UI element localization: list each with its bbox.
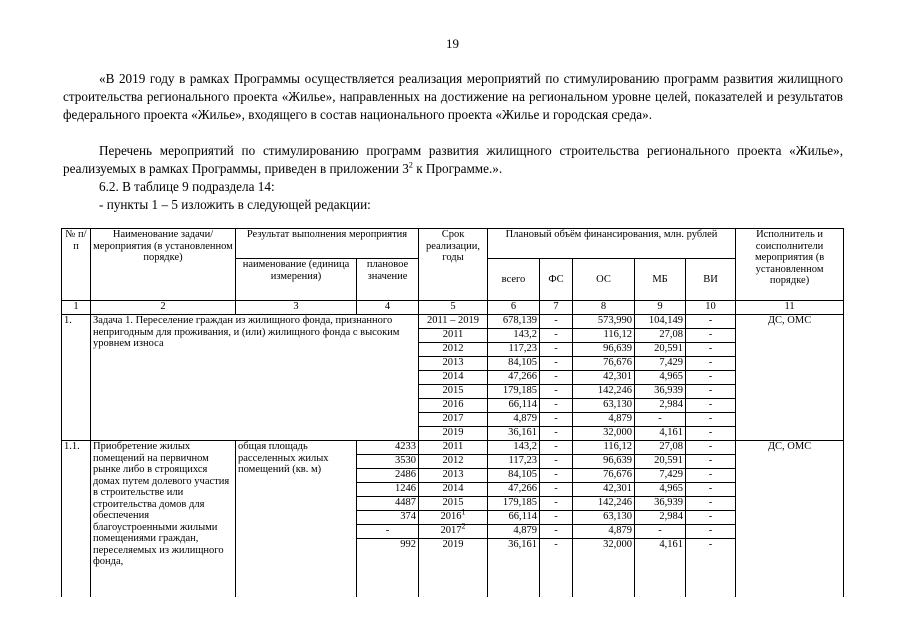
paragraph-text: Перечень мероприятий по стимулированию программ развития жилищного строительства регионального проекта «Жилье», реализуемых в рамках Программы, приведен в приложении 3 [63,143,843,176]
task11-name: Приобретение жилых помещений на первичном рынке либо в строящихся домах путем долевого участия в строительстве или строительства домов для обеспечения благоустроенными жилыми помещениями граждан, переселяемых из жилищного фонда, [91,441,236,597]
fs-cell: - [540,399,573,413]
vi-cell: - [686,455,736,469]
task11-block [62,441,844,597]
vi-cell: - [686,469,736,483]
total-cell: 47,266 [488,371,540,385]
task1-executor: ДС, ОМС [736,315,844,441]
col-number: 6 [488,301,540,315]
paragraph-list-reference [63,142,843,178]
os-cell: 142,246 [573,497,635,511]
total-cell: 179,185 [488,385,540,399]
header-funding: Плановый объём финансирования, млн. рублей [488,229,736,259]
year-cell: 2015 [419,385,488,399]
os-cell: 42,301 [573,371,635,385]
col-number: 8 [573,301,635,315]
year-cell [419,521,488,539]
os-cell: 4,879 [573,525,635,539]
header-os: ОС [573,259,635,301]
page-number: 19 [446,36,459,51]
vi-cell: - [686,343,736,357]
col-number: 7 [540,301,573,315]
year-cell: 2016 [419,399,488,413]
year-text: 2012 [442,455,464,466]
mb-cell: 7,429 [635,469,686,483]
year-cell [419,441,488,455]
paragraph-items: - пункты 1 – 5 изложить в следующей редакции: [99,197,371,212]
year-cell: 2019 [419,427,488,441]
header-total: всего [488,259,540,301]
header-executor: Исполнитель и соисполнители мероприятия (в установленном порядке) [736,229,844,301]
mb-cell: 20,591 [635,343,686,357]
os-cell: 63,130 [573,399,635,413]
mb-cell: 36,939 [635,385,686,399]
mb-cell: 104,149 [635,315,686,329]
os-cell: 573,990 [573,315,635,329]
vi-cell: - [686,483,736,497]
total-cell: 678,139 [488,315,540,329]
task1-block [62,315,844,441]
fs-cell: - [540,539,573,597]
year-text: 2014 [442,483,464,494]
value-cell: 3530 [357,455,419,469]
fs-cell: - [540,497,573,511]
total-cell: 84,105 [488,469,540,483]
task11-result-name: общая площадь расселенных жилых помещений (кв. м) [236,441,357,597]
fs-cell: - [540,371,573,385]
mb-cell: 4,965 [635,371,686,385]
column-numbers-row [62,301,844,315]
os-cell: 32,000 [573,539,635,597]
year-cell: 2011 – 2019 [419,315,488,329]
mb-cell: 2,984 [635,399,686,413]
mb-cell: 20,591 [635,455,686,469]
header-result-value: плановое значение [357,259,419,301]
total-cell: 36,161 [488,427,540,441]
value-cell: - [357,525,419,539]
mb-cell: 2,984 [635,511,686,525]
fs-cell: - [540,469,573,483]
header-term: Срок реализации, годы [419,229,488,301]
mb-cell: - [635,525,686,539]
year-text: 2016 [440,511,462,522]
financing-table [61,228,844,597]
paragraph-text-end: к Программе.». [412,161,503,176]
table-header [62,229,844,315]
mb-cell: - [635,413,686,427]
os-cell: 63,130 [573,511,635,525]
total-cell: 66,114 [488,511,540,525]
value-cell: 992 [357,539,419,597]
mb-cell: 4,161 [635,427,686,441]
os-cell: 96,639 [573,343,635,357]
year-text: 2019 [442,539,464,550]
year-cell [419,507,488,525]
year-cell [419,497,488,511]
fs-cell: - [540,525,573,539]
year-text: 2011 [442,441,464,452]
value-cell: 4487 [357,497,419,511]
total-cell: 4,879 [488,525,540,539]
fs-cell: - [540,357,573,371]
col-number: 1 [62,301,91,315]
total-cell: 66,114 [488,399,540,413]
os-cell: 4,879 [573,413,635,427]
header-num: № п/п [62,229,91,301]
os-cell: 142,246 [573,385,635,399]
paragraph-intro: «В 2019 году в рамках Программы осуществляется реализация мероприятий по стимулированию программ развития жилищного строительства регионального проекта «Жилье», направленных на достижение на региональном уровне целей, показателей и результатов федерального проекта «Жилье», входящего в состав национального проекта «Жилье и городская среда». [63,71,843,122]
vi-cell: - [686,371,736,385]
year-cell: 2013 [419,357,488,371]
fs-cell: - [540,385,573,399]
vi-cell: - [686,315,736,329]
mb-cell: 4,965 [635,483,686,497]
os-cell: 116,12 [573,441,635,455]
col-number: 4 [357,301,419,315]
total-cell: 84,105 [488,357,540,371]
table-row [62,441,844,455]
task11-executor: ДС, ОМС [736,441,844,597]
year-text: 2013 [442,469,464,480]
fs-cell: - [540,441,573,455]
year-text: 2015 [442,497,464,508]
col-number: 2 [91,301,236,315]
header-vi: ВИ [686,259,736,301]
task1-name: Задача 1. Переселение граждан из жилищного фонда, признанного непригодным для проживания, и (или) жилищного фонда с высоким уровнем износа [91,315,419,441]
year-footnote: 2 [461,521,466,531]
total-cell: 117,23 [488,455,540,469]
total-cell: 4,879 [488,413,540,427]
col-number: 9 [635,301,686,315]
vi-cell: - [686,413,736,427]
vi-cell: - [686,399,736,413]
year-cell: 2017 [419,413,488,427]
total-cell: 117,23 [488,343,540,357]
fs-cell: - [540,511,573,525]
year-cell [419,483,488,497]
os-cell: 32,000 [573,427,635,441]
value-cell: 374 [357,511,419,525]
col-number: 3 [236,301,357,315]
vi-cell: - [686,525,736,539]
fs-cell: - [540,413,573,427]
vi-cell: - [686,497,736,511]
total-cell: 143,2 [488,441,540,455]
year-cell: 2012 [419,343,488,357]
fs-cell: - [540,343,573,357]
os-cell: 116,12 [573,329,635,343]
year-cell: 2014 [419,371,488,385]
col-number: 5 [419,301,488,315]
header-result: Результат выполнения мероприятия [236,229,419,259]
os-cell: 76,676 [573,469,635,483]
header-mb: МБ [635,259,686,301]
year-footnote: 1 [461,507,466,517]
year-cell: 2011 [419,329,488,343]
vi-cell: - [686,511,736,525]
year-text: 2017 [440,525,462,536]
os-cell: 42,301 [573,483,635,497]
header-name: Наименование задачи/мероприятия (в установленном порядке) [91,229,236,301]
mb-cell: 4,161 [635,539,686,597]
year-cell [419,539,488,597]
task1-num: 1. [62,315,91,441]
fs-cell: - [540,329,573,343]
value-cell: 4233 [357,441,419,455]
value-cell: 1246 [357,483,419,497]
fs-cell: - [540,315,573,329]
mb-cell: 36,939 [635,497,686,511]
paragraph-amendment: 6.2. В таблице 9 подраздела 14: [99,179,275,194]
footnote-mark: 2 [408,160,413,170]
vi-cell: - [686,329,736,343]
table-row [62,315,844,329]
year-cell [419,455,488,469]
year-cell [419,469,488,483]
vi-cell: - [686,539,736,597]
os-cell: 96,639 [573,455,635,469]
fs-cell: - [540,427,573,441]
total-cell: 143,2 [488,329,540,343]
vi-cell: - [686,357,736,371]
total-cell: 47,266 [488,483,540,497]
fs-cell: - [540,483,573,497]
value-cell: 2486 [357,469,419,483]
task11-num: 1.1. [62,441,91,597]
vi-cell: - [686,427,736,441]
header-fs: ФС [540,259,573,301]
total-cell: 179,185 [488,497,540,511]
os-cell: 76,676 [573,357,635,371]
header-result-name: наименование (единица измерения) [236,259,357,301]
mb-cell: 7,429 [635,357,686,371]
vi-cell: - [686,385,736,399]
mb-cell: 27,08 [635,441,686,455]
mb-cell: 27,08 [635,329,686,343]
col-number: 10 [686,301,736,315]
col-number: 11 [736,301,844,315]
total-cell: 36,161 [488,539,540,597]
fs-cell: - [540,455,573,469]
vi-cell: - [686,441,736,455]
